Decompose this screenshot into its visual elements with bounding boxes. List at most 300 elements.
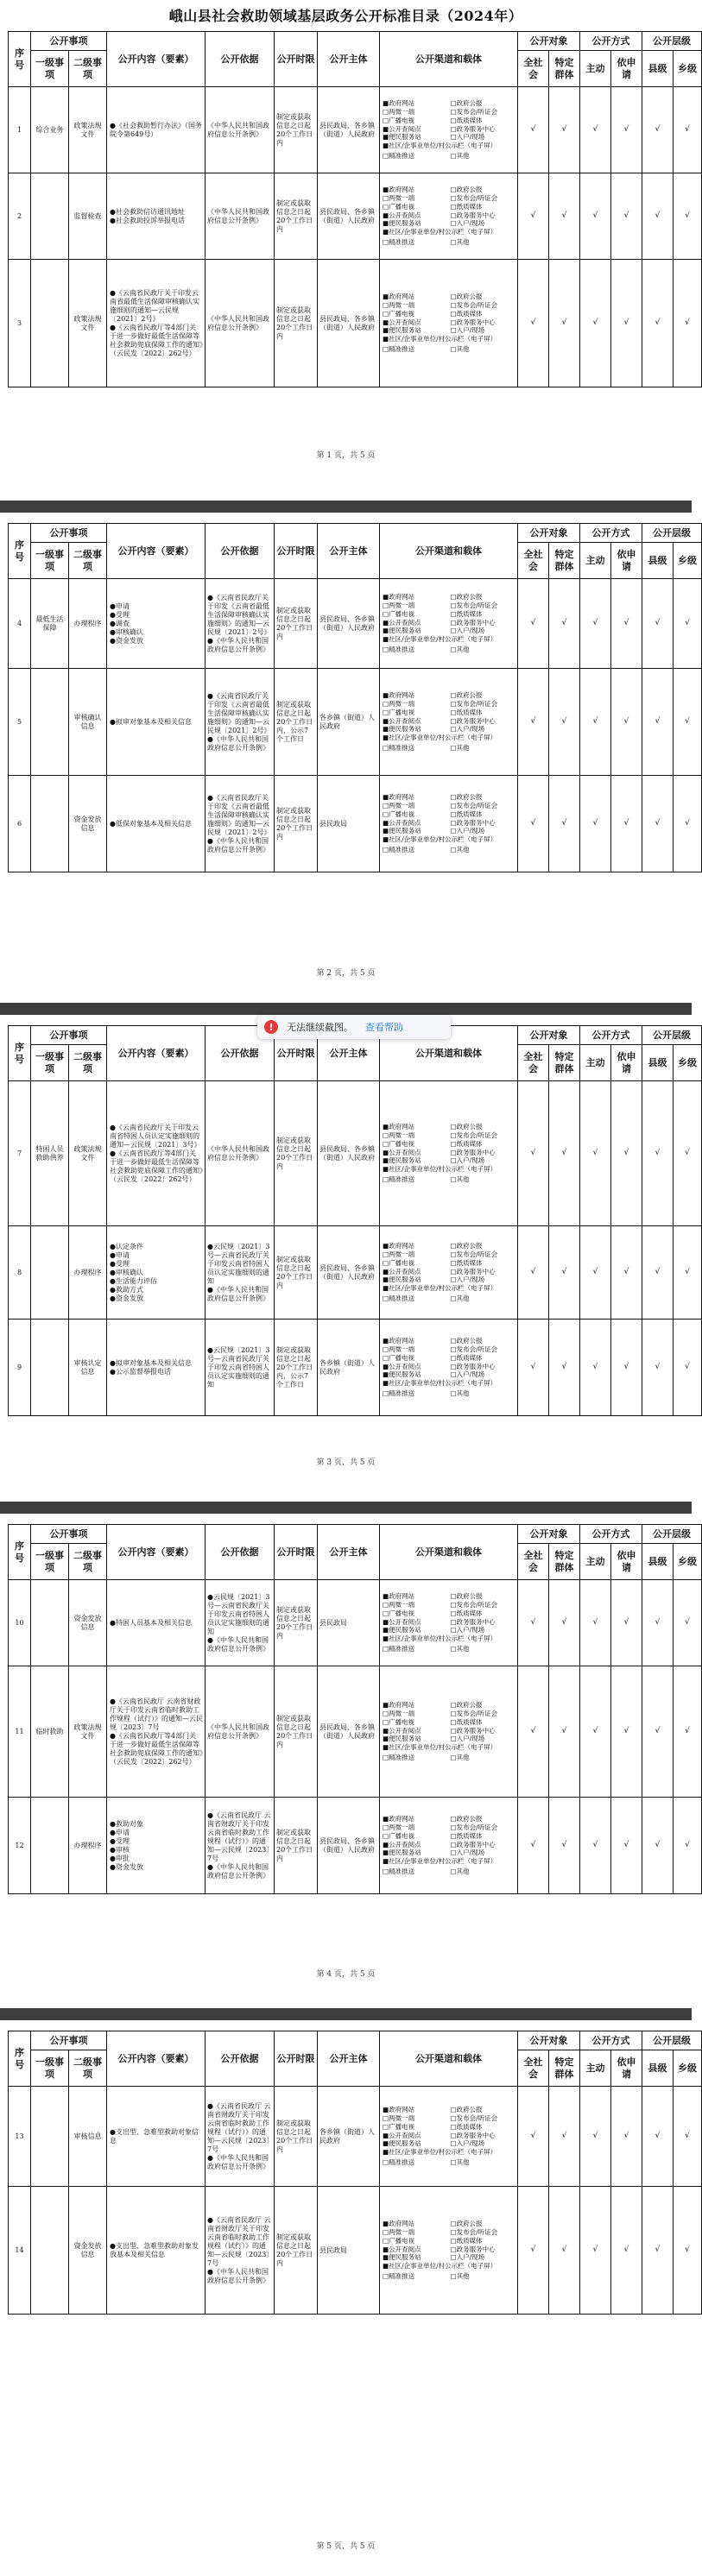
header-all-society: 全社会: [518, 51, 549, 87]
level-town-check: √: [674, 2087, 702, 2187]
channel-radio-tv: □广播电视: [383, 1717, 415, 1726]
channel-press-conference: □发布会/听证会: [450, 1601, 498, 1609]
channel-other: □其他: [450, 743, 470, 752]
header-county: 县级: [642, 51, 674, 87]
target-specific-group-check: √: [549, 1666, 580, 1798]
disclosure-subject: 各乡镇（街道）人民政府: [318, 2087, 380, 2187]
header-specific-group: 特定群体: [549, 543, 580, 579]
channel-service-center: □政务服务中心: [450, 124, 496, 133]
level2-matter: 监督检查: [69, 173, 107, 260]
header-time: 公开时限: [275, 32, 318, 87]
level1-matter: 最低生活保障: [31, 579, 69, 669]
row-number: 9: [9, 1319, 31, 1416]
header-no: 序号: [9, 1026, 31, 1081]
disclosure-basis: ●《云南省民政厅 云南省财政厅关于印发云南省临时救助工作规程（试行）》的通知—云民规〔2023〕7号 ●《中华人民共和国政府信息公开条例》: [206, 2187, 275, 2315]
page-footer: 第 3 页，共 5 页: [316, 1458, 376, 1467]
channel-paper-media: □纸质媒体: [450, 1258, 483, 1267]
level-town-check: √: [674, 1798, 702, 1894]
header-matter: 公开事项: [31, 2031, 107, 2050]
channel-radio-tv: □广播电视: [383, 708, 415, 716]
channel-wechat-app: □两微一端: [383, 1345, 415, 1354]
channel-service-center: □政务服务中心: [450, 1840, 496, 1849]
disclosure-basis: 《中华人民共和国政府信息公开条例》: [206, 260, 275, 387]
channel-service-center: □政务服务中心: [450, 318, 496, 326]
level1-matter: 综合业务: [31, 87, 69, 173]
disclosure-subject: 县民政局: [318, 776, 380, 872]
disclosure-time-limit: 制定或获取信息之日起20个工作日内: [275, 1798, 318, 1894]
channel-convenience-station: ■便民服务站: [383, 1626, 421, 1634]
channel-convenience-station: ■便民服务站: [383, 627, 421, 635]
channel-on-site: □入户/现场: [450, 827, 485, 835]
channel-convenience-station: ■便民服务站: [383, 2139, 421, 2148]
disclosure-content: ●认定条件 ●申请 ●受理 ●审核确认 ●生活能力评估 ●救助方式 ●资金发放: [107, 1226, 206, 1319]
channel-public-reading-point: ■公开查阅点: [383, 211, 421, 219]
header-channel: 公开渠道和载体: [380, 524, 518, 579]
channel-paper-media: □纸质媒体: [450, 309, 483, 318]
channel-press-conference: □发布会/听证会: [450, 1250, 498, 1259]
level2-matter: 政策法规文件: [69, 1081, 107, 1226]
level2-matter: 审核确认信息: [69, 669, 107, 776]
channel-radio-tv: □广播电视: [383, 202, 415, 211]
level-town-check: √: [674, 260, 702, 387]
channel-paper-media: □纸质媒体: [450, 1831, 483, 1840]
disclosure-channels: [380, 1580, 518, 1666]
channel-wechat-app: □两微一端: [383, 700, 415, 709]
standard-table: [8, 1025, 702, 1416]
channel-wechat-app: □两微一端: [383, 1601, 415, 1609]
method-on-request-check: √: [611, 669, 642, 776]
header-level2: 二级事项: [69, 2050, 107, 2087]
method-active-check: √: [580, 1319, 611, 1416]
page-separator: [0, 1003, 692, 1015]
method-on-request-check: √: [611, 1798, 642, 1894]
level-county-check: √: [642, 2187, 674, 2315]
row-number: 11: [9, 1666, 31, 1798]
disclosure-time-limit: 制定或获取信息之日起20个工作日内: [275, 776, 318, 872]
channel-public-reading-point: ■公开查阅点: [383, 1148, 421, 1156]
channel-gov-bulletin: □政府公报: [450, 99, 483, 108]
method-on-request-check: √: [611, 2187, 642, 2315]
target-specific-group-check: √: [549, 1580, 580, 1666]
header-method: 公开方式: [580, 2031, 642, 2050]
header-town: 乡级: [674, 1544, 702, 1580]
channel-paper-media: □纸质媒体: [450, 1353, 483, 1362]
disclosure-subject: 县民政局、各乡镇（街道）人民政府: [318, 87, 380, 173]
target-specific-group-check: √: [549, 1798, 580, 1894]
level2-matter: 政策法规文件: [69, 260, 107, 387]
header-level1: 一级事项: [31, 2050, 69, 2087]
channel-gov-bulletin: □政府公报: [450, 2220, 483, 2228]
level1-matter: 特困人员救助供养: [31, 1081, 69, 1226]
channel-gov-website: ■政府网站: [383, 2220, 415, 2228]
target-all-society-check: √: [518, 1226, 549, 1319]
channel-radio-tv: □广播电视: [383, 1258, 415, 1267]
disclosure-time-limit: 制定或获取信息之日起20个工作日内: [275, 260, 318, 387]
level-county-check: √: [642, 1580, 674, 1666]
header-level2: 二级事项: [69, 1544, 107, 1580]
channel-gov-website: ■政府网站: [383, 2106, 415, 2114]
level1-matter: [31, 1580, 69, 1666]
header-no: 序号: [9, 2031, 31, 2087]
channel-bulletin-board: ■社区/企事业单位/村公示栏（电子屏）: [383, 1634, 497, 1643]
disclosure-time-limit: 制定或获取信息之日起20个工作日内: [275, 2187, 318, 2315]
target-all-society-check: √: [518, 173, 549, 260]
channel-precise-push: □精准推送: [383, 845, 415, 853]
channel-on-site: □入户/现场: [450, 627, 485, 635]
level2-matter: 资金发放信息: [69, 776, 107, 872]
disclosure-content: ●拟审对象基本及相关信息 ●公示监督举报电话: [107, 1319, 206, 1416]
channel-gov-website: ■政府网站: [383, 1815, 415, 1823]
row-number: 7: [9, 1081, 31, 1226]
header-matter: 公开事项: [31, 524, 107, 543]
target-specific-group-check: √: [549, 2187, 580, 2315]
header-active: 主动: [580, 543, 611, 579]
channel-gov-website: ■政府网站: [383, 99, 415, 108]
header-target: 公开对象: [518, 32, 580, 51]
header-active: 主动: [580, 2050, 611, 2087]
channel-service-center: □政务服务中心: [450, 1362, 496, 1370]
channel-on-site: □入户/现场: [450, 1735, 485, 1743]
target-all-society-check: √: [518, 260, 549, 387]
method-on-request-check: √: [611, 1226, 642, 1319]
channel-paper-media: □纸质媒体: [450, 708, 483, 716]
table-row: [9, 776, 702, 872]
header-target: 公开对象: [518, 2031, 580, 2050]
channel-convenience-station: ■便民服务站: [383, 1275, 421, 1284]
disclosure-basis: ●云民规〔2021〕3号—云南省民政厅关于印发云南省特困人员认定实施细则的通知 ●《中华人民共和国政府信息公开条例》: [206, 1226, 275, 1319]
disclosure-basis: ●《云南省民政厅关于印发《云南省最低生活保障审核确认实施细则》的通知—云民规〔2021〕2号》 ●《中华人民共和国政府信息公开条例》: [206, 776, 275, 872]
channel-bulletin-board: ■社区/企事业单位/村公示栏（电子屏）: [383, 1284, 497, 1293]
channel-precise-push: □精准推送: [383, 237, 415, 246]
disclosure-subject: 县民政局、各乡镇（街道）人民政府: [318, 1798, 380, 1894]
channel-public-reading-point: ■公开查阅点: [383, 2131, 421, 2139]
level-county-check: √: [642, 87, 674, 173]
channel-other: □其他: [450, 645, 470, 653]
method-on-request-check: √: [611, 87, 642, 173]
channel-other: □其他: [450, 344, 470, 353]
target-all-society-check: √: [518, 1580, 549, 1666]
header-channel: 公开渠道和载体: [380, 32, 518, 87]
page-1: [0, 0, 697, 501]
channel-wechat-app: □两微一端: [383, 108, 415, 117]
row-number: 5: [9, 669, 31, 776]
channel-radio-tv: □广播电视: [383, 2122, 415, 2131]
channel-gov-website: ■政府网站: [383, 1242, 415, 1250]
disclosure-content: ●《社会救助暂行办法》（国务院令第649号）: [107, 87, 206, 173]
header-level1: 一级事项: [31, 1544, 69, 1580]
page-footer: 第 2 页，共 5 页: [316, 969, 376, 978]
channel-precise-push: □精准推送: [383, 2271, 415, 2280]
header-level: 公开层级: [642, 32, 702, 51]
channel-radio-tv: □广播电视: [383, 2236, 415, 2245]
disclosure-channels: [380, 1081, 518, 1226]
channel-bulletin-board: ■社区/企事业单位/村公示栏（电子屏）: [383, 1857, 497, 1866]
channel-radio-tv: □广播电视: [383, 309, 415, 318]
channel-on-site: □入户/现场: [450, 725, 485, 734]
row-number: 12: [9, 1798, 31, 1894]
header-level1: 一级事项: [31, 543, 69, 579]
channel-wechat-app: □两微一端: [383, 194, 415, 203]
table-row: [9, 579, 702, 669]
disclosure-channels: [380, 260, 518, 387]
header-level2: 二级事项: [69, 543, 107, 579]
page-2: [0, 518, 697, 1018]
channel-gov-website: ■政府网站: [383, 793, 415, 802]
channel-paper-media: □纸质媒体: [450, 809, 483, 818]
channel-gov-bulletin: □政府公报: [450, 1123, 483, 1131]
header-time: 公开时限: [275, 2031, 318, 2087]
header-time: 公开时限: [275, 524, 318, 579]
disclosure-time-limit: 制定或获取信息之日起20个工作日内，公示7个工作日: [275, 669, 318, 776]
level1-matter: [31, 2187, 69, 2315]
channel-radio-tv: □广播电视: [383, 1831, 415, 1840]
level2-matter: 审核认定信息: [69, 1319, 107, 1416]
channel-gov-website: ■政府网站: [383, 1337, 415, 1345]
row-number: 8: [9, 1226, 31, 1319]
disclosure-basis: ●《云南省民政厅 云南省财政厅关于印发云南省临时救助工作规程（试行）》的通知—云民规〔2023〕7号 ●《中华人民共和国政府信息公开条例》: [206, 1798, 275, 1894]
header-method: 公开方式: [580, 1525, 642, 1544]
channel-on-site: □入户/现场: [450, 2139, 485, 2148]
header-county: 县级: [642, 543, 674, 579]
method-on-request-check: √: [611, 1319, 642, 1416]
header-subject: 公开主体: [318, 32, 380, 87]
channel-service-center: □政务服务中心: [450, 1617, 496, 1626]
header-subject: 公开主体: [318, 1026, 380, 1081]
header-target: 公开对象: [518, 524, 580, 543]
disclosure-time-limit: 制定或获取信息之日起20个工作日内，公示7个工作日: [275, 1319, 318, 1416]
disclosure-channels: [380, 2087, 518, 2187]
standard-table: [8, 523, 702, 872]
channel-on-site: □入户/现场: [450, 1626, 485, 1634]
level1-matter: [31, 669, 69, 776]
channel-bulletin-board: ■社区/企事业单位/村公示栏（电子屏）: [383, 1379, 497, 1388]
disclosure-subject: 县民政局、各乡镇（街道）人民政府: [318, 260, 380, 387]
disclosure-channels: [380, 173, 518, 260]
channel-convenience-station: ■便民服务站: [383, 1156, 421, 1165]
header-content: 公开内容（要素）: [107, 2031, 206, 2087]
channel-bulletin-board: ■社区/企事业单位/村公示栏（电子屏）: [383, 835, 497, 844]
target-specific-group-check: √: [549, 173, 580, 260]
channel-precise-push: □精准推送: [383, 1753, 415, 1761]
channel-public-reading-point: ■公开查阅点: [383, 618, 421, 627]
disclosure-content: ●低保对象基本及相关信息: [107, 776, 206, 872]
channel-service-center: □政务服务中心: [450, 818, 496, 827]
level2-matter: 办理程序: [69, 1226, 107, 1319]
level2-matter: 办理程序: [69, 1798, 107, 1894]
channel-on-site: □入户/现场: [450, 1156, 485, 1165]
header-subject: 公开主体: [318, 2031, 380, 2087]
target-specific-group-check: √: [549, 1226, 580, 1319]
table-row: [9, 2087, 702, 2187]
header-basis: 公开依据: [206, 1026, 275, 1081]
header-no: 序号: [9, 1525, 31, 1580]
channel-other: □其他: [450, 237, 470, 246]
method-active-check: √: [580, 2087, 611, 2187]
channel-precise-push: □精准推送: [383, 645, 415, 653]
channel-gov-website: ■政府网站: [383, 1123, 415, 1131]
channel-gov-bulletin: □政府公报: [450, 1701, 483, 1710]
level-county-check: √: [642, 1319, 674, 1416]
channel-bulletin-board: ■社区/企事业单位/村公示栏（电子屏）: [383, 2148, 497, 2157]
header-channel: 公开渠道和载体: [380, 1525, 518, 1580]
disclosure-channels: [380, 1319, 518, 1416]
level-county-check: √: [642, 2087, 674, 2187]
channel-other: □其他: [450, 1175, 470, 1183]
view-help-link[interactable]: 查看帮助: [365, 1022, 403, 1033]
channel-service-center: □政务服务中心: [450, 2245, 496, 2253]
channel-on-site: □入户/现场: [450, 326, 485, 335]
method-active-check: √: [580, 579, 611, 669]
target-all-society-check: √: [518, 776, 549, 872]
channel-press-conference: □发布会/听证会: [450, 2228, 498, 2237]
document-title: 峨山县社会救助领域基层政务公开标准目录（2024年）: [168, 8, 523, 24]
target-all-society-check: √: [518, 2187, 549, 2315]
method-on-request-check: √: [611, 776, 642, 872]
channel-on-site: □入户/现场: [450, 2253, 485, 2262]
channel-public-reading-point: ■公开查阅点: [383, 318, 421, 326]
table-row: [9, 1081, 702, 1226]
level-county-check: √: [642, 669, 674, 776]
channel-paper-media: □纸质媒体: [450, 1609, 483, 1617]
header-content: 公开内容（要素）: [107, 32, 206, 87]
level2-matter: 政策法规文件: [69, 1666, 107, 1798]
header-method: 公开方式: [580, 32, 642, 51]
channel-precise-push: □精准推送: [383, 2157, 415, 2166]
channel-other: □其他: [450, 1389, 470, 1397]
channel-precise-push: □精准推送: [383, 743, 415, 752]
channel-bulletin-board: ■社区/企事业单位/村公示栏（电子屏）: [383, 335, 497, 343]
channel-wechat-app: □两微一端: [383, 802, 415, 810]
channel-other: □其他: [450, 1644, 470, 1653]
channel-service-center: □政务服务中心: [450, 716, 496, 725]
header-level1: 一级事项: [31, 1045, 69, 1081]
channel-convenience-station: ■便民服务站: [383, 326, 421, 335]
channel-precise-push: □精准推送: [383, 344, 415, 353]
channel-convenience-station: ■便民服务站: [383, 219, 421, 228]
disclosure-subject: 县民政局、各乡镇（街道）人民政府: [318, 579, 380, 669]
header-county: 县级: [642, 1544, 674, 1580]
target-all-society-check: √: [518, 87, 549, 173]
channel-precise-push: □精准推送: [383, 1294, 415, 1302]
page-4: [0, 1519, 697, 2015]
level-town-check: √: [674, 1666, 702, 1798]
channel-press-conference: □发布会/听证会: [450, 1345, 498, 1354]
channel-public-reading-point: ■公开查阅点: [383, 716, 421, 725]
channel-wechat-app: □两微一端: [383, 301, 415, 310]
channel-press-conference: □发布会/听证会: [450, 802, 498, 810]
header-matter: 公开事项: [31, 1026, 107, 1045]
header-level: 公开层级: [642, 524, 702, 543]
target-all-society-check: √: [518, 669, 549, 776]
header-on-request: 依申请: [611, 1544, 642, 1580]
level-town-check: √: [674, 1580, 702, 1666]
channel-press-conference: □发布会/听证会: [450, 1823, 498, 1832]
channel-paper-media: □纸质媒体: [450, 1139, 483, 1148]
header-level2: 二级事项: [69, 1045, 107, 1081]
disclosure-channels: [380, 579, 518, 669]
target-specific-group-check: √: [549, 776, 580, 872]
header-level1: 一级事项: [31, 51, 69, 87]
disclosure-content: ●救助对象 ●申请 ●受理 ●审核 ●审批 ●资金发放: [107, 1798, 206, 1894]
row-number: 14: [9, 2187, 31, 2315]
channel-press-conference: □发布会/听证会: [450, 700, 498, 709]
disclosure-time-limit: 制定或获取信息之日起20个工作日内: [275, 2087, 318, 2187]
channel-wechat-app: □两微一端: [383, 2114, 415, 2123]
channel-gov-bulletin: □政府公报: [450, 1592, 483, 1601]
channel-public-reading-point: ■公开查阅点: [383, 1840, 421, 1849]
channel-public-reading-point: ■公开查阅点: [383, 818, 421, 827]
channel-press-conference: □发布会/听证会: [450, 1710, 498, 1718]
method-active-check: √: [580, 260, 611, 387]
page-separator: [0, 2008, 692, 2020]
header-specific-group: 特定群体: [549, 2050, 580, 2087]
method-on-request-check: √: [611, 579, 642, 669]
channel-radio-tv: □广播电视: [383, 116, 415, 124]
channel-service-center: □政务服务中心: [450, 1148, 496, 1156]
channel-public-reading-point: ■公开查阅点: [383, 1617, 421, 1626]
channel-service-center: □政务服务中心: [450, 2131, 496, 2139]
disclosure-content: ●社会救助信访通讯地址 ●社会救助投诉举报电话: [107, 173, 206, 260]
channel-gov-bulletin: □政府公报: [450, 1242, 483, 1250]
channel-press-conference: □发布会/听证会: [450, 1131, 498, 1140]
method-active-check: √: [580, 776, 611, 872]
page-separator: [0, 501, 692, 513]
header-subject: 公开主体: [318, 524, 380, 579]
target-all-society-check: √: [518, 1798, 549, 1894]
method-active-check: √: [580, 173, 611, 260]
table-row: [9, 1319, 702, 1416]
header-basis: 公开依据: [206, 1525, 275, 1580]
channel-service-center: □政务服务中心: [450, 1726, 496, 1735]
level-town-check: √: [674, 2187, 702, 2315]
level-county-check: √: [642, 260, 674, 387]
target-all-society-check: √: [518, 1081, 549, 1226]
disclosure-channels: [380, 776, 518, 872]
header-basis: 公开依据: [206, 524, 275, 579]
disclosure-basis: ●云民规〔2021〕3号—云南省民政厅关于印发云南省特困人员认定实施细则的通知: [206, 1319, 275, 1416]
channel-wechat-app: □两微一端: [383, 1131, 415, 1140]
channel-radio-tv: □广播电视: [383, 1609, 415, 1617]
channel-gov-bulletin: □政府公报: [450, 186, 483, 194]
level1-matter: [31, 2087, 69, 2187]
channel-convenience-station: ■便民服务站: [383, 827, 421, 835]
channel-gov-bulletin: □政府公报: [450, 793, 483, 802]
header-on-request: 依申请: [611, 1045, 642, 1081]
toast-message: 无法继续截图。: [287, 1022, 353, 1033]
channel-bulletin-board: ■社区/企事业单位/村公示栏（电子屏）: [383, 1743, 497, 1752]
standard-table: [8, 1524, 702, 1894]
header-on-request: 依申请: [611, 2050, 642, 2087]
method-on-request-check: √: [611, 173, 642, 260]
header-specific-group: 特定群体: [549, 51, 580, 87]
disclosure-subject: 各乡镇（街道）人民政府: [318, 1319, 380, 1416]
level-town-check: √: [674, 579, 702, 669]
header-town: 乡级: [674, 51, 702, 87]
level1-matter: 临时救助: [31, 1666, 69, 1798]
level1-matter: [31, 173, 69, 260]
header-specific-group: 特定群体: [549, 1045, 580, 1081]
channel-precise-push: □精准推送: [383, 1175, 415, 1183]
method-active-check: √: [580, 87, 611, 173]
header-town: 乡级: [674, 543, 702, 579]
channel-other: □其他: [450, 2271, 470, 2280]
channel-convenience-station: ■便民服务站: [383, 1370, 421, 1379]
method-on-request-check: √: [611, 260, 642, 387]
disclosure-time-limit: 制定或获取信息之日起20个工作日内: [275, 1226, 318, 1319]
channel-radio-tv: □广播电视: [383, 1139, 415, 1148]
error-icon: !: [264, 1020, 278, 1034]
disclosure-channels: [380, 1798, 518, 1894]
